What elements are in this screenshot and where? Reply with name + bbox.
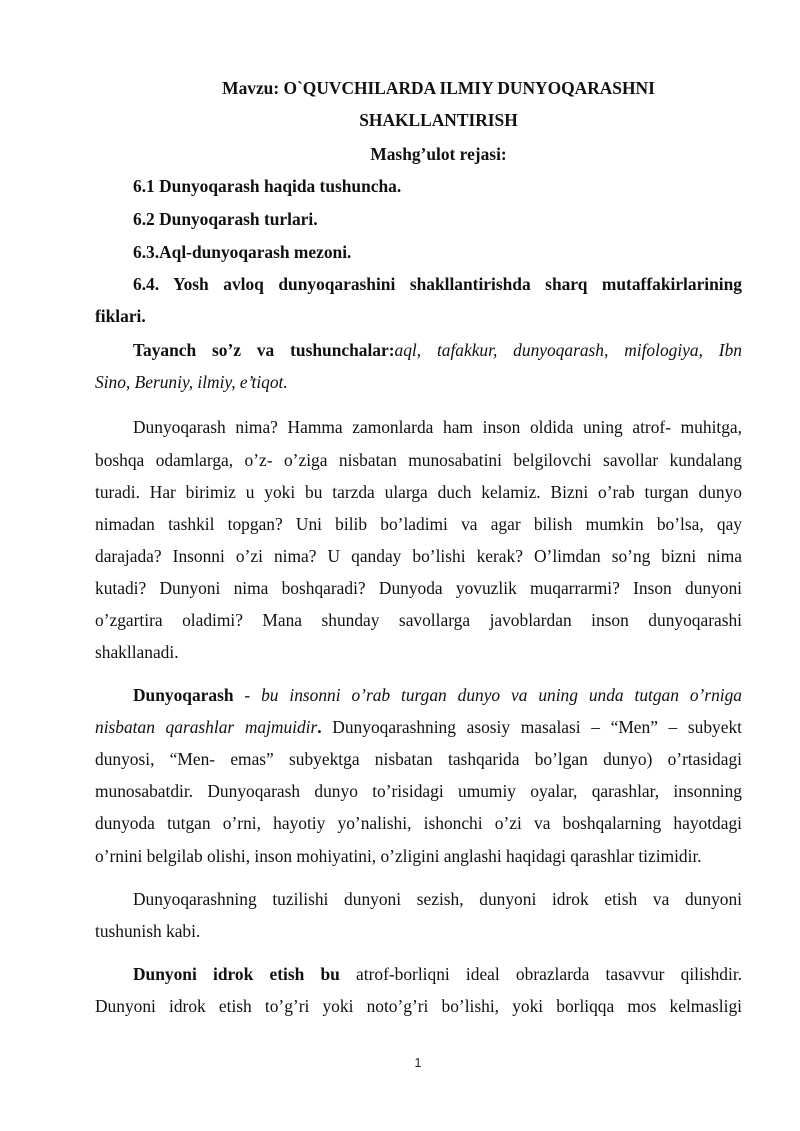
keywords-line-2: Sino, Beruniy, ilmiy, e’tiqot. [95, 372, 288, 392]
para1-line-5: darajada? Insonni o’zi nima? U qanday bo’lishi kerak? O’limdan so’ng bizni nima [95, 546, 742, 566]
para3-line-1: Dunyoqarashning tuzilishi dunyoni sezish, dunyoni idrok etish va dunyoni [133, 889, 742, 909]
para1-line-3: turadi. Har birimiz u yoki bu tarzda ularga duch kelamiz. Bizni o’rab turgan dunyo [95, 482, 742, 502]
plan-item-1: 6.1 Dunyoqarash haqida tushuncha. [133, 176, 402, 196]
para2-line-2: nisbatan qarashlar majmuidir. Dunyoqarashning asosiy masalasi – “Men” – subyekt [95, 717, 743, 737]
para3-line-2: tushunish kabi. [95, 921, 201, 941]
title-line-1: Mavzu: O`QUVCHILARDA ILMIY DUNYOQARASHNI [222, 78, 655, 98]
para2-line-6: o’rnini belgilab olishi, inson mohiyatini, o’zligini anglashi haqidagi qarashlar tizimidir. [95, 846, 702, 866]
plan-item-3: 6.3.Aql-dunyoqarash mezoni. [133, 242, 352, 262]
para1-line-4: nimadan tashkil topgan? Uni bilib bo’ladimi va agar bilish mumkin bo’lsa, qay [95, 514, 742, 534]
page-number: 1 [414, 1056, 422, 1070]
para1-line-6: kutadi? Dunyoni nima boshqaradi? Dunyoda yovuzlik muqarrarmi? Inson dunyoni [95, 578, 742, 598]
plan-item-4: 6.4. Yosh avloq dunyoqarashini shakllantirishda sharq mutaffakirlarining [133, 274, 742, 294]
para1-line-8: shakllanadi. [95, 642, 179, 662]
para1-line-2: boshqa odamlarga, o’z- o’ziga nisbatan munosabatini belgilovchi savollar kundalang [95, 450, 742, 470]
plan-item-4-cont: fiklari. [95, 306, 146, 326]
para1-line-1: Dunyoqarash nima? Hamma zamonlarda ham inson oldida uning atrof- muhitga, [133, 417, 742, 437]
para4-line-2: Dunyoni idrok etish to’g’ri yoki noto’g’ri bo’lishi, yoki borliqqa mos kelmasligi [95, 996, 742, 1016]
keywords-line-1: Tayanch so’z va tushunchalar:aql, tafakkur, dunyoqarash, mifologiya, Ibn [133, 340, 742, 360]
para2-line-5: dunyoda tutgan o’rni, hayotiy yo’nalishi, ishonchi o’zi va boshqalarning hayotdagi [95, 813, 742, 833]
para2-line-4: munosabatdir. Dunyoqarash dunyo to’risidagi umumiy oyalar, qarashlar, insonning [95, 781, 742, 801]
para2-line-1: Dunyoqarash - bu insonni o’rab turgan dunyo va uning unda tutgan o’rniga [133, 685, 742, 705]
title-line-2: SHAKLLANTIRISH [359, 110, 518, 130]
para1-line-7: o’zgartira oladimi? Mana shunday savollarga javoblardan inson dunyoqarashi [95, 610, 742, 630]
para4-line-1: Dunyoni idrok etish bu atrof-borliqni ideal obrazlarda tasavvur qilishdir. [133, 964, 742, 984]
plan-heading: Mashg’ulot rejasi: [370, 144, 507, 164]
plan-item-2: 6.2 Dunyoqarash turlari. [133, 209, 318, 229]
para2-line-3: dunyosi, “Men- emas” subyektga nisbatan tashqarida bo’lgan dunyo) o’rtasidagi [95, 749, 742, 769]
